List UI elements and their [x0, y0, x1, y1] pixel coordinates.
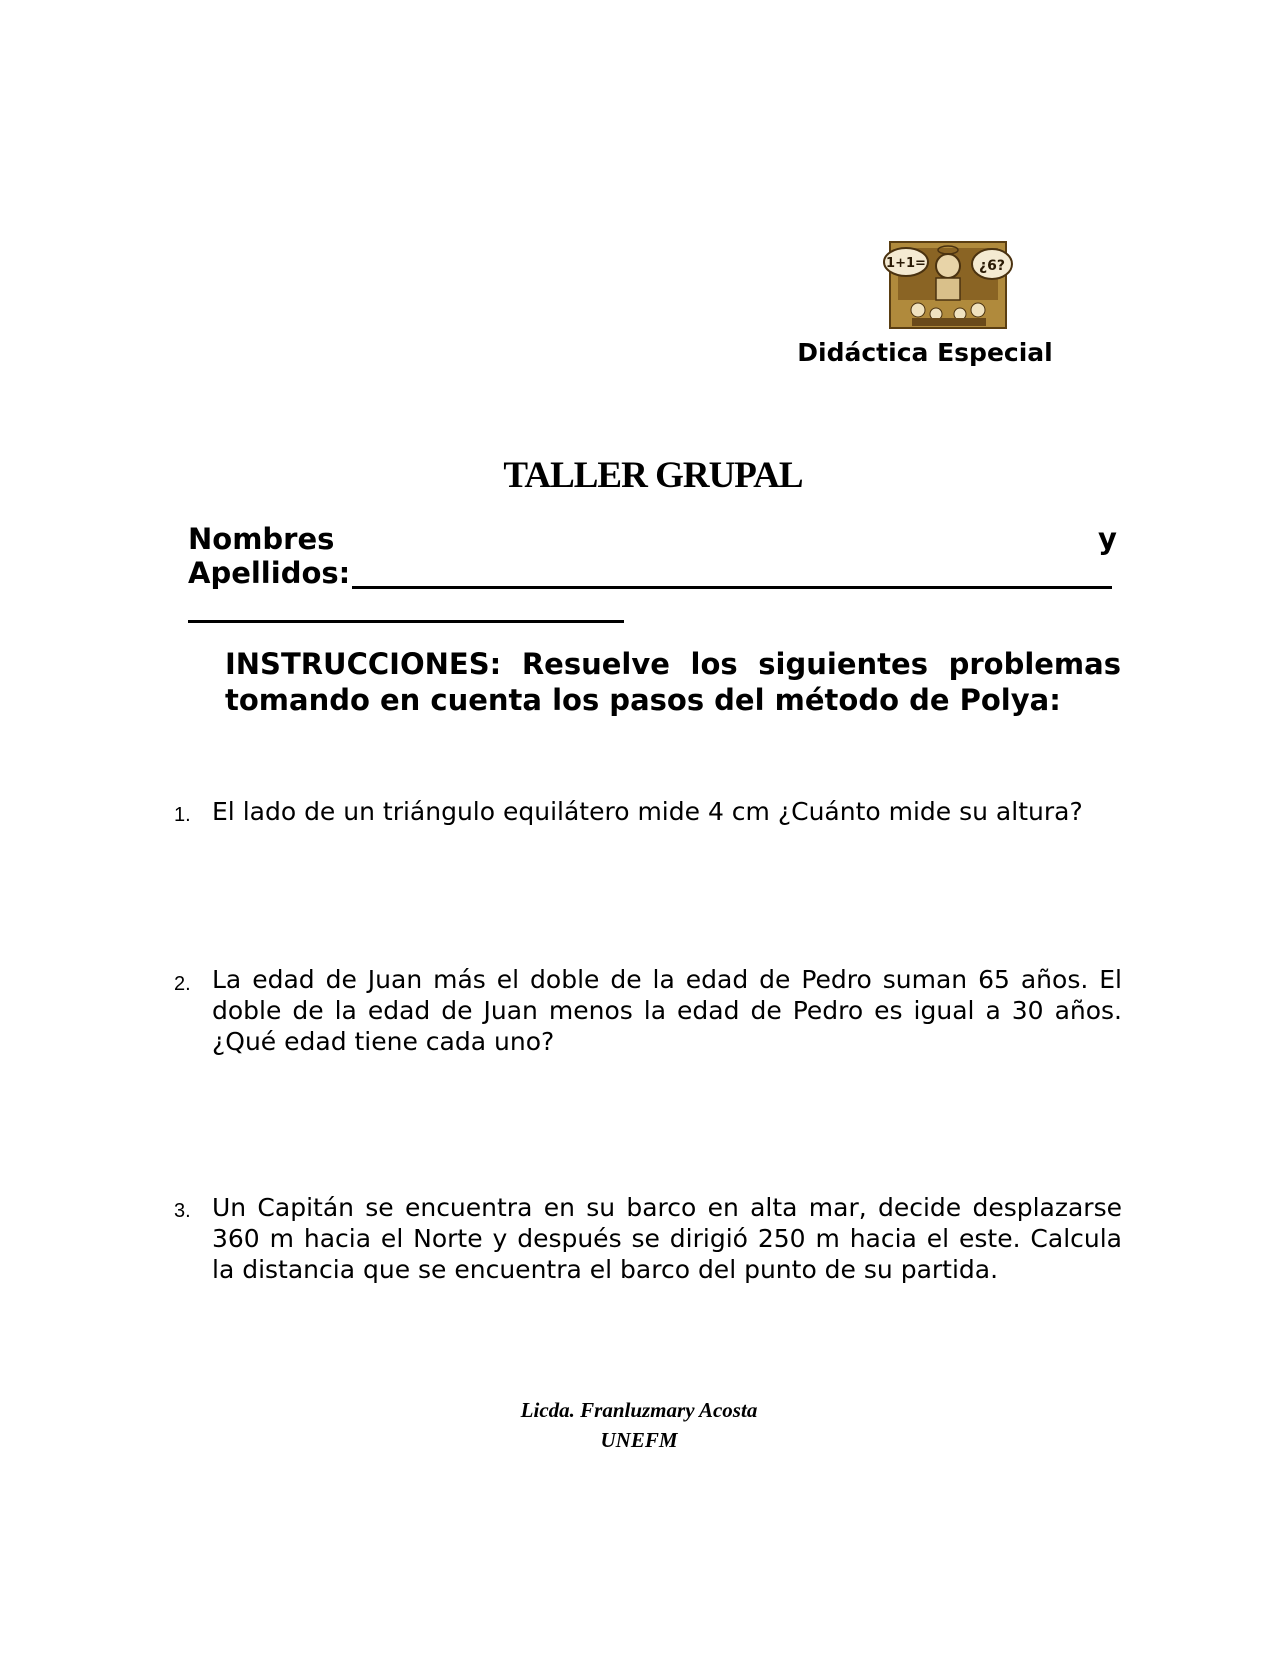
author-signature: Licda. Franluzmary Acosta: [520, 1398, 758, 1422]
institution-name: UNEFM: [600, 1428, 678, 1452]
names-answer-line-continued[interactable]: [188, 620, 624, 623]
names-label: Nombres: [188, 522, 335, 556]
course-name: Didáctica Especial: [797, 338, 1053, 367]
problem-text: El lado de un triángulo equilátero mide 4 cm ¿Cuánto mide su altura?: [212, 797, 1083, 826]
svg-text:¿6?: ¿6?: [979, 258, 1005, 274]
names-answer-line[interactable]: [352, 586, 1112, 589]
svg-text:1+1=: 1+1=: [886, 256, 926, 271]
problem-text: Un Capitán se encuentra en su barco en alta mar, decide desplazarse 360 m hacia el Norte y después se dirigió 250 m hacia el este. Calcula la distancia que se encuentra el barco del punto de su partida.: [212, 1193, 1122, 1284]
problem-number: 2.: [174, 973, 191, 995]
names-conjunction: y: [1098, 522, 1117, 556]
problem-text: La edad de Juan más el doble de la edad de Pedro suman 65 años. El doble de la edad de Juan menos la edad de Pedro es igual a 30 años. ¿Qué edad tiene cada uno?: [212, 965, 1122, 1056]
problem-number: 3.: [174, 1200, 191, 1222]
page-title: TALLER GRUPAL: [503, 455, 803, 496]
problem-number: 1.: [174, 804, 191, 826]
surnames-label: Apellidos:: [188, 556, 351, 590]
instructions: INSTRUCCIONES: Resuelve los siguientes problemas tomando en cuenta los pasos del método de Polya:: [225, 647, 1121, 717]
math-teacher-illustration-icon: [876, 236, 1020, 332]
